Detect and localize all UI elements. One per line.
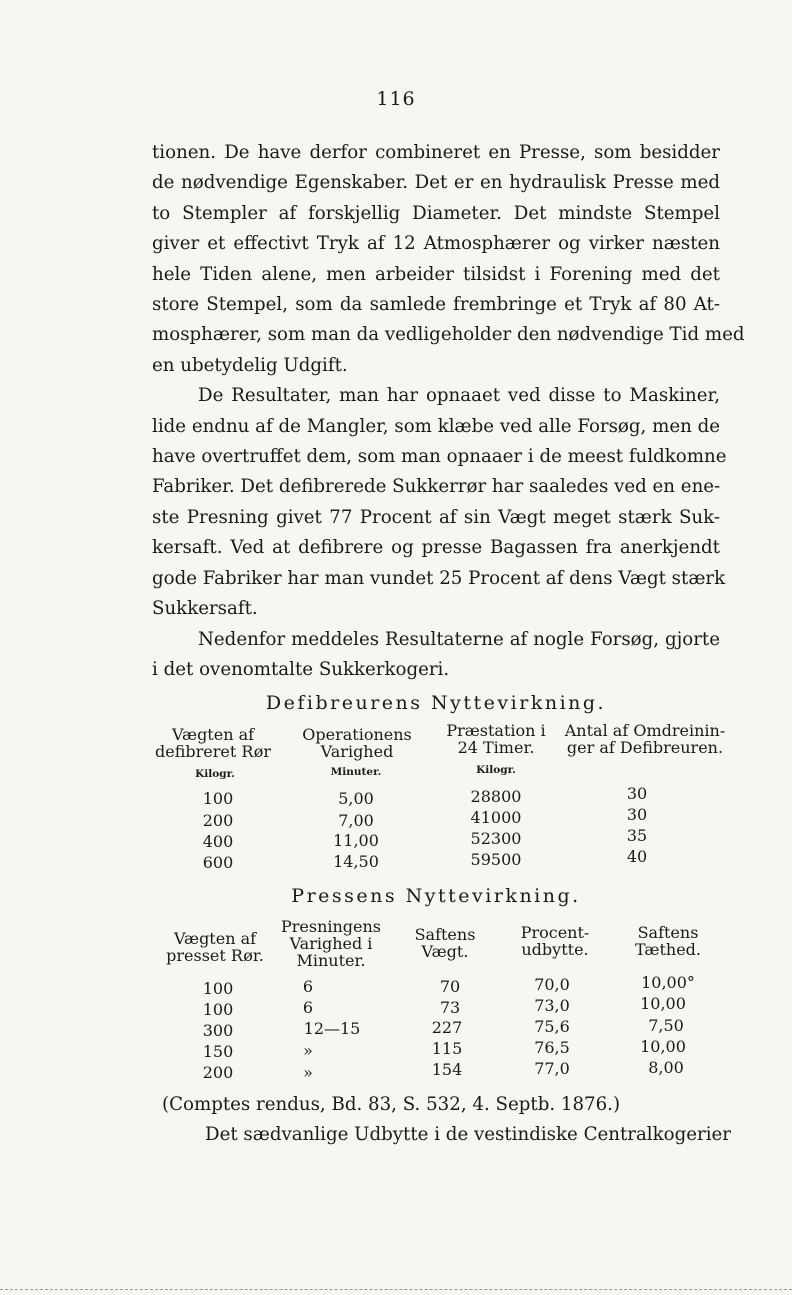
- table-cell: 7,00: [338, 811, 374, 830]
- header-line: Saftens: [637, 923, 699, 942]
- table2-header-duration: [278, 918, 384, 969]
- table-cell: 5,00: [338, 789, 374, 808]
- table-cell: 73,0: [534, 996, 570, 1015]
- header-line: Vægt.: [421, 942, 469, 961]
- text-line: lide endnu af de Mangler, som klæbe ved alle Forsøg, men de: [152, 415, 720, 437]
- text-line: gode Fabriker har man vundet 25 Procent af dens Vægt stærk: [152, 567, 726, 589]
- table1-header-weight: [150, 726, 276, 760]
- table-cell: 6: [302, 977, 314, 996]
- table-cell: 52300: [470, 829, 522, 848]
- table-cell: 6: [302, 998, 314, 1017]
- table-cell: 11,00: [333, 831, 379, 850]
- header-line: presset Rør.: [166, 946, 264, 965]
- table-cell: 10,00: [640, 1037, 686, 1056]
- table1-unit-weight: Kilogr.: [195, 768, 235, 780]
- table-cell: 12—15: [303, 1019, 361, 1038]
- table2-title: Pressens Nyttevirkning.: [291, 885, 581, 907]
- header-line: Antal af Omdreinin-: [564, 721, 726, 740]
- table2-header-density: [620, 924, 716, 958]
- header-line: defibreret Rør: [155, 742, 271, 761]
- text-line: mosphærer, som man da vedligeholder den nødvendige Tid med: [152, 324, 745, 346]
- header-line: Varighed: [320, 742, 394, 761]
- table2-header-yield: [505, 924, 605, 958]
- table-cell: 76,5: [534, 1038, 570, 1057]
- paragraph-1: [152, 138, 745, 381]
- header-line: Varighed i: [289, 934, 373, 953]
- header-line: Operationens: [302, 725, 412, 744]
- table-cell: 70: [439, 977, 461, 996]
- text-line: giver et effectivt Tryk af 12 Atmosphærer og virker næsten: [152, 233, 720, 255]
- citation: (Comptes rendus, Bd. 83, S. 532, 4. Septb. 1876.): [162, 1094, 621, 1115]
- table-cell: 75,6: [534, 1017, 570, 1036]
- table-cell: 154: [431, 1060, 463, 1079]
- header-line: Procent-: [520, 923, 590, 942]
- text-line: to Stempler af forskjellig Diameter. Det mindste Stempel: [152, 202, 720, 224]
- text-line: have overtruffet dem, som man opnaaer i de meest fuldkomne: [152, 446, 727, 468]
- header-line: 24 Timer.: [457, 738, 535, 757]
- text-line: De Resultater, man har opnaaet ved disse to Maskiner,: [198, 385, 720, 407]
- table-cell: 7,50: [648, 1016, 684, 1035]
- text-line: i det ovenomtalte Sukkerkogeri.: [152, 658, 450, 680]
- header-line: Vægten af: [173, 929, 257, 948]
- text-line: de nødvendige Egenskaber. Det er en hydraulisk Presse med: [152, 172, 720, 194]
- paragraph-2: [152, 381, 727, 624]
- table-cell: 200: [202, 811, 234, 830]
- table-cell: »: [303, 1063, 313, 1082]
- table-cell: 35: [626, 826, 648, 845]
- table-cell: 300: [202, 1021, 234, 1040]
- table-cell: 227: [431, 1018, 463, 1037]
- table-cell: 115: [431, 1039, 463, 1058]
- table-cell: 100: [202, 789, 234, 808]
- header-line: Præstation i: [446, 721, 546, 740]
- page-number: 116: [376, 88, 416, 110]
- table-cell: 30: [626, 784, 648, 803]
- table-cell: 40: [626, 847, 648, 866]
- table1-header-output: [436, 722, 556, 756]
- table1-header-revolutions: [562, 722, 728, 756]
- table-cell: 10,00: [640, 994, 686, 1013]
- table-cell: 200: [202, 1063, 234, 1082]
- text-line: tionen. De have derfor combineret en Presse, som besidder: [152, 142, 720, 163]
- text-line: Sukkersaft.: [152, 598, 258, 620]
- body-text: [152, 138, 745, 685]
- table-cell: 73: [439, 998, 461, 1017]
- table1-title: Defibreurens Nyttevirkning.: [265, 692, 607, 714]
- header-line: Saftens: [414, 925, 476, 944]
- table-cell: 8,00: [648, 1058, 684, 1077]
- table-cell: 100: [202, 979, 234, 998]
- table-cell: 14,50: [333, 852, 379, 871]
- final-text-line: Det sædvanlige Udbytte i de vestindiske Centralkogerier: [205, 1124, 731, 1145]
- table1-header-duration: [292, 726, 422, 760]
- table-cell: 30: [626, 805, 648, 824]
- table-cell: 70,0: [534, 975, 570, 994]
- table-cell: 77,0: [534, 1059, 570, 1078]
- header-line: Minuter.: [296, 951, 366, 970]
- text-line: hele Tiden alene, men arbeider tilsidst i Forening med det: [152, 263, 720, 285]
- table2-header-juice-weight: [400, 926, 490, 960]
- text-line: Fabriker. Det defibrerede Sukkerrør har saaledes ved en ene-: [152, 476, 721, 498]
- table-cell: »: [303, 1041, 313, 1060]
- paragraph-3: [152, 625, 720, 686]
- header-line: udbytte.: [521, 940, 589, 959]
- header-line: Vægten af: [171, 725, 255, 744]
- table-cell: 600: [202, 853, 234, 872]
- table-cell: 10,00°: [641, 973, 695, 992]
- header-line: Tæthed.: [635, 940, 701, 959]
- table-cell: 400: [202, 832, 234, 851]
- text-line: Nedenfor meddeles Resultaterne af nogle Forsøg, gjorte: [198, 628, 720, 650]
- table2-header-weight: [155, 930, 275, 964]
- table-cell: 100: [202, 1000, 234, 1019]
- text-line: ste Presning givet 77 Procent af sin Vægt meget stærk Suk-: [152, 506, 720, 528]
- table1-unit-output: Kilogr.: [476, 764, 516, 776]
- table1-unit-duration: Minuter.: [330, 766, 382, 778]
- text-line: kersaft. Ved at defibrere og presse Bagassen fra anerkjendt: [152, 537, 720, 559]
- table-cell: 28800: [470, 787, 522, 806]
- text-line: store Stempel, som da samlede frembringe et Tryk af 80 At-: [152, 294, 720, 316]
- header-line: Presningens: [280, 917, 382, 936]
- table-cell: 150: [202, 1042, 234, 1061]
- header-line: ger af Defibreuren.: [566, 738, 724, 757]
- page-edge-divider: [0, 1289, 792, 1290]
- table-cell: 41000: [470, 808, 522, 827]
- text-line: en ubetydelig Udgift.: [152, 354, 348, 376]
- table-cell: 59500: [470, 850, 522, 869]
